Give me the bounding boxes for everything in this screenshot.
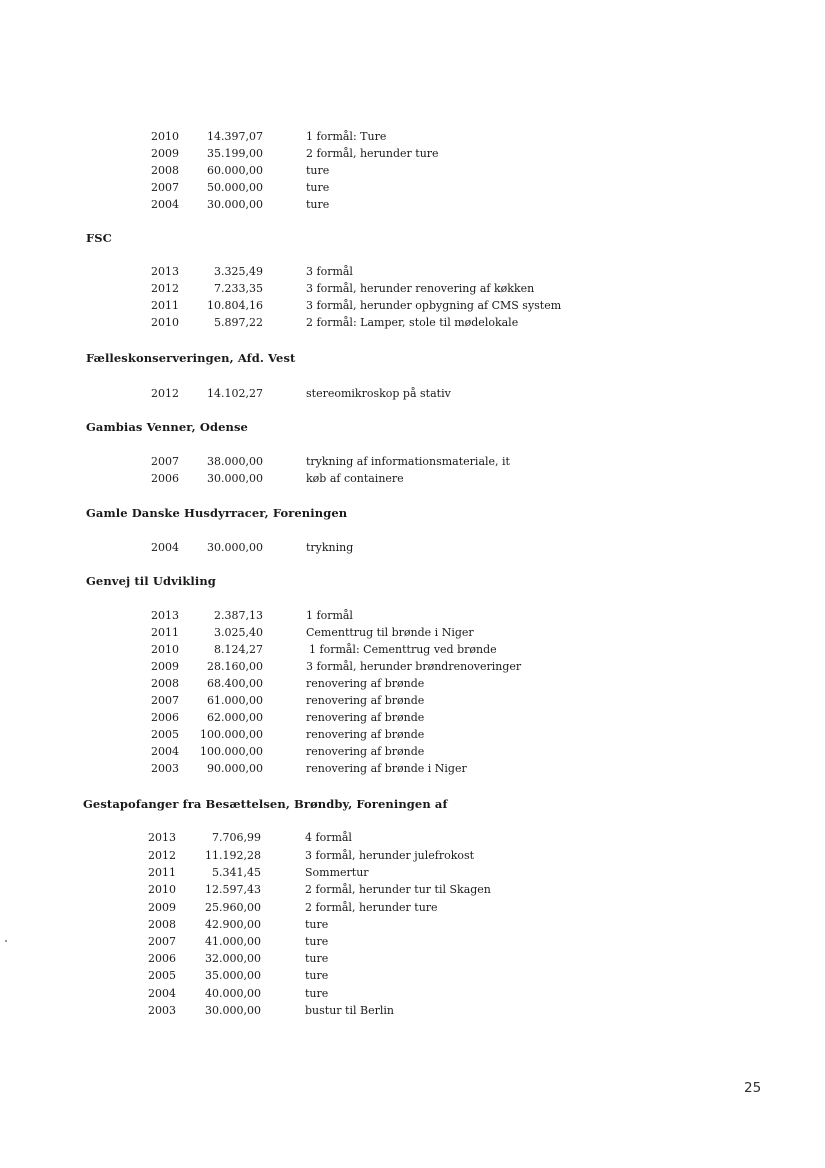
year-cell: 2007 [151,694,179,707]
year-cell: 2005 [148,969,176,982]
amount-cell: 12.597,43 [205,883,261,896]
year-cell: 2009 [151,660,179,673]
amount-cell: 100.000,00 [200,728,263,741]
description-cell: 3 formål, herunder julefrokost [305,849,475,862]
year-cell: 2010 [148,883,176,896]
description-cell: renovering af brønde i Niger [306,762,467,775]
description-cell: 3 formål, herunder opbygning af CMS system [306,299,562,312]
table-row [0,728,825,745]
section-heading: Gambias Venner, Odense [86,420,248,434]
year-cell: 2010 [151,643,179,656]
description-cell: ture [305,918,329,931]
amount-cell: 28.160,00 [207,660,263,673]
table-row [0,952,825,969]
amount-cell: 3.025,40 [214,626,263,639]
description-cell: bustur til Berlin [305,1004,394,1017]
description-cell: renovering af brønde [306,728,425,741]
year-cell: 2006 [151,472,179,485]
year-cell: 2004 [151,198,179,211]
table-row [0,935,825,952]
table-row [0,866,825,883]
table-row [0,626,825,643]
table-row [0,472,825,489]
description-cell: 3 formål, herunder renovering af køkken [306,282,535,295]
amount-cell: 61.000,00 [207,694,263,707]
section-heading: Genvej til Udvikling [86,574,216,588]
amount-cell: 3.325,49 [214,265,263,278]
section-heading: Fælleskonserveringen, Afd. Vest [86,351,296,365]
table-row [0,316,825,333]
table-row [0,677,825,694]
description-cell: Cementtrug til brønde i Niger [306,626,474,639]
amount-cell: 10.804,16 [207,299,263,312]
amount-cell: 100.000,00 [200,745,263,758]
amount-cell: 30.000,00 [207,541,263,554]
table-row [0,883,825,900]
year-cell: 2004 [148,987,176,1000]
description-cell: renovering af brønde [306,745,425,758]
table-row [0,831,825,848]
description-cell: renovering af brønde [306,711,425,724]
description-cell: 2 formål, herunder ture [305,901,438,914]
amount-cell: 30.000,00 [207,472,263,485]
description-cell: ture [305,987,329,1000]
year-cell: 2003 [148,1004,176,1017]
description-cell: 1 formål: Ture [306,130,387,143]
year-cell: 2013 [151,265,179,278]
description-cell: Sommertur [305,866,369,879]
year-cell: 2007 [151,455,179,468]
amount-cell: 14.397,07 [207,130,263,143]
section-heading: Gestapofanger fra Besættelsen, Brøndby, Foreningen af [83,797,448,811]
table-row [0,387,825,404]
year-cell: 2009 [151,147,179,160]
description-cell: ture [305,935,329,948]
description-cell: 3 formål, herunder brøndrenoveringer [306,660,522,673]
amount-cell: 42.900,00 [205,918,261,931]
table-row [0,711,825,728]
description-cell: trykning af informationsmateriale, it [306,455,510,468]
section-heading: Gamle Danske Husdyrracer, Foreningen [86,506,348,520]
table-row [0,282,825,299]
table-row [0,969,825,986]
amount-cell: 7.706,99 [212,831,261,844]
amount-cell: 68.400,00 [207,677,263,690]
description-cell: 2 formål: Lamper, stole til mødelokale [306,316,519,329]
section-heading: FSC [86,231,112,245]
amount-cell: 2.387,13 [214,609,263,622]
table-row [0,987,825,1004]
table-row [0,745,825,762]
amount-cell: 7.233,35 [214,282,263,295]
description-cell: trykning [306,541,354,554]
year-cell: 2006 [148,952,176,965]
year-cell: 2011 [151,626,179,639]
description-cell: ture [306,181,330,194]
description-cell: 1 formål: Cementtrug ved brønde [309,643,497,656]
description-cell: renovering af brønde [306,694,425,707]
year-cell: 2005 [151,728,179,741]
year-cell: 2008 [151,677,179,690]
year-cell: 2009 [148,901,176,914]
year-cell: 2004 [151,541,179,554]
table-row [0,1004,825,1021]
table-row [0,147,825,164]
table-row [0,181,825,198]
description-cell: stereomikroskop på stativ [306,387,451,400]
table-row [0,849,825,866]
table-row [0,643,825,660]
year-cell: 2011 [148,866,176,879]
amount-cell: 32.000,00 [205,952,261,965]
table-row [0,609,825,626]
year-cell: 2006 [151,711,179,724]
table-row [0,265,825,282]
description-cell: renovering af brønde [306,677,425,690]
year-cell: 2007 [151,181,179,194]
table-row [0,130,825,147]
year-cell: 2008 [151,164,179,177]
year-cell: 2013 [151,609,179,622]
year-cell: 2012 [148,849,176,862]
year-cell: 2011 [151,299,179,312]
amount-cell: 40.000,00 [205,987,261,1000]
table-row [0,198,825,215]
description-cell: 2 formål, herunder tur til Skagen [305,883,491,896]
amount-cell: 30.000,00 [205,1004,261,1017]
year-cell: 2008 [148,918,176,931]
description-cell: 3 formål [306,265,353,278]
description-cell: ture [305,969,329,982]
table-row [0,660,825,677]
table-row [0,694,825,711]
table-row [0,455,825,472]
amount-cell: 41.000,00 [205,935,261,948]
amount-cell: 60.000,00 [207,164,263,177]
description-cell: ture [306,198,330,211]
table-row [0,901,825,918]
page-number: 25 [744,1080,762,1096]
year-cell: 2012 [151,282,179,295]
description-cell: ture [305,952,329,965]
description-cell: 4 formål [305,831,352,844]
year-cell: 2003 [151,762,179,775]
amount-cell: 14.102,27 [207,387,263,400]
scan-speck [5,940,7,942]
amount-cell: 8.124,27 [214,643,263,656]
description-cell: 1 formål [306,609,353,622]
amount-cell: 11.192,28 [205,849,261,862]
table-row [0,541,825,558]
amount-cell: 50.000,00 [207,181,263,194]
year-cell: 2010 [151,130,179,143]
table-row [0,918,825,935]
year-cell: 2007 [148,935,176,948]
amount-cell: 30.000,00 [207,198,263,211]
amount-cell: 5.897,22 [214,316,263,329]
amount-cell: 35.000,00 [205,969,261,982]
table-row [0,762,825,779]
year-cell: 2013 [148,831,176,844]
description-cell: køb af containere [306,472,404,485]
amount-cell: 25.960,00 [205,901,261,914]
year-cell: 2012 [151,387,179,400]
amount-cell: 35.199,00 [207,147,263,160]
table-row [0,164,825,181]
description-cell: ture [306,164,330,177]
year-cell: 2004 [151,745,179,758]
amount-cell: 62.000,00 [207,711,263,724]
description-cell: 2 formål, herunder ture [306,147,439,160]
year-cell: 2010 [151,316,179,329]
amount-cell: 90.000,00 [207,762,263,775]
amount-cell: 5.341,45 [212,866,261,879]
table-row [0,299,825,316]
amount-cell: 38.000,00 [207,455,263,468]
